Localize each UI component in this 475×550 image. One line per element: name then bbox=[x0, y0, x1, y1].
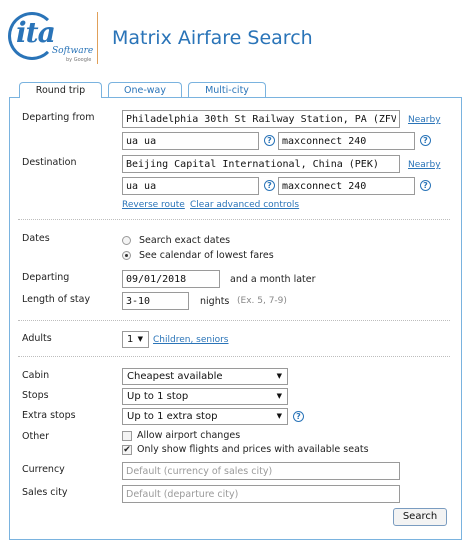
length-of-stay-input[interactable] bbox=[122, 292, 189, 310]
stops-value: Up to 1 stop bbox=[127, 391, 189, 402]
currency-label: Currency bbox=[22, 464, 65, 475]
length-of-stay-label: Length of stay bbox=[22, 294, 91, 305]
available-seats-label: Only show flights and prices with available seats bbox=[137, 444, 369, 455]
calendar-fares-radio[interactable] bbox=[122, 251, 131, 260]
cabin-label: Cabin bbox=[22, 370, 50, 381]
adults-value: 1 bbox=[127, 334, 134, 345]
clear-advanced-link[interactable]: Clear advanced controls bbox=[190, 200, 300, 210]
chevron-down-icon: ▼ bbox=[276, 412, 282, 420]
destination-extension-help-icon[interactable]: ? bbox=[420, 180, 431, 191]
extra-stops-value: Up to 1 extra stop bbox=[127, 411, 218, 422]
ita-logo: ita bbox=[16, 16, 55, 49]
chevron-down-icon: ▼ bbox=[276, 392, 282, 400]
departing-nearby-link[interactable]: Nearby bbox=[408, 115, 441, 125]
departing-from-input[interactable] bbox=[122, 110, 400, 128]
cabin-select[interactable] bbox=[122, 368, 288, 385]
reverse-route-link[interactable]: Reverse route bbox=[122, 200, 185, 210]
calendar-fares-label: See calendar of lowest fares bbox=[139, 250, 274, 261]
section-divider bbox=[18, 356, 450, 357]
sales-city-input[interactable] bbox=[122, 485, 400, 503]
cabin-value: Cheapest available bbox=[127, 371, 223, 382]
adults-select[interactable] bbox=[122, 331, 149, 348]
section-divider bbox=[18, 219, 450, 220]
chevron-down-icon: ▼ bbox=[276, 372, 282, 380]
tab-one-way[interactable]: One-way bbox=[108, 82, 182, 97]
tab-round-trip[interactable]: Round trip bbox=[19, 82, 102, 98]
available-seats-checkbox[interactable] bbox=[122, 445, 132, 455]
section-divider bbox=[18, 320, 450, 321]
extra-stops-help-icon[interactable]: ? bbox=[293, 411, 304, 422]
destination-label: Destination bbox=[22, 157, 77, 168]
sales-city-label: Sales city bbox=[22, 487, 68, 498]
ita-logo-by: by Google bbox=[66, 57, 92, 63]
destination-input[interactable] bbox=[122, 155, 400, 173]
tab-multi-city[interactable]: Multi-city bbox=[188, 82, 266, 97]
destination-extension-input[interactable] bbox=[278, 177, 415, 195]
destination-routing-input[interactable] bbox=[122, 177, 259, 195]
departing-extension-input[interactable] bbox=[278, 132, 415, 150]
ita-logo-sub: Software bbox=[52, 46, 94, 56]
stops-select[interactable] bbox=[122, 388, 288, 405]
departing-routing-help-icon[interactable]: ? bbox=[264, 135, 275, 146]
departing-date-input[interactable] bbox=[122, 270, 220, 288]
departing-extension-help-icon[interactable]: ? bbox=[420, 135, 431, 146]
header-divider bbox=[97, 12, 98, 64]
check-icon: ✔ bbox=[123, 445, 131, 455]
extra-stops-select[interactable] bbox=[122, 408, 288, 425]
exact-dates-label: Search exact dates bbox=[139, 235, 231, 246]
destination-routing-help-icon[interactable]: ? bbox=[264, 180, 275, 191]
destination-nearby-link[interactable]: Nearby bbox=[408, 160, 441, 170]
allow-airport-changes-checkbox[interactable] bbox=[122, 431, 132, 441]
allow-airport-changes-label: Allow airport changes bbox=[137, 430, 241, 441]
children-seniors-link[interactable]: Children, seniors bbox=[153, 335, 229, 345]
departing-routing-input[interactable] bbox=[122, 132, 259, 150]
page-title: Matrix Airfare Search bbox=[112, 27, 313, 49]
search-button[interactable]: Search bbox=[393, 508, 447, 526]
chevron-down-icon: ▼ bbox=[137, 335, 143, 343]
other-label: Other bbox=[22, 431, 49, 442]
departing-from-label: Departing from bbox=[22, 112, 95, 123]
length-of-stay-hint: (Ex. 5, 7-9) bbox=[237, 296, 287, 306]
currency-input[interactable] bbox=[122, 462, 400, 480]
exact-dates-radio[interactable] bbox=[122, 236, 131, 245]
stops-label: Stops bbox=[22, 390, 49, 401]
departing-date-label: Departing bbox=[22, 272, 70, 283]
dates-label: Dates bbox=[22, 233, 50, 244]
extra-stops-label: Extra stops bbox=[22, 410, 76, 421]
adults-label: Adults bbox=[22, 333, 52, 344]
departing-date-suffix: and a month later bbox=[230, 274, 316, 285]
nights-label: nights bbox=[200, 296, 230, 307]
